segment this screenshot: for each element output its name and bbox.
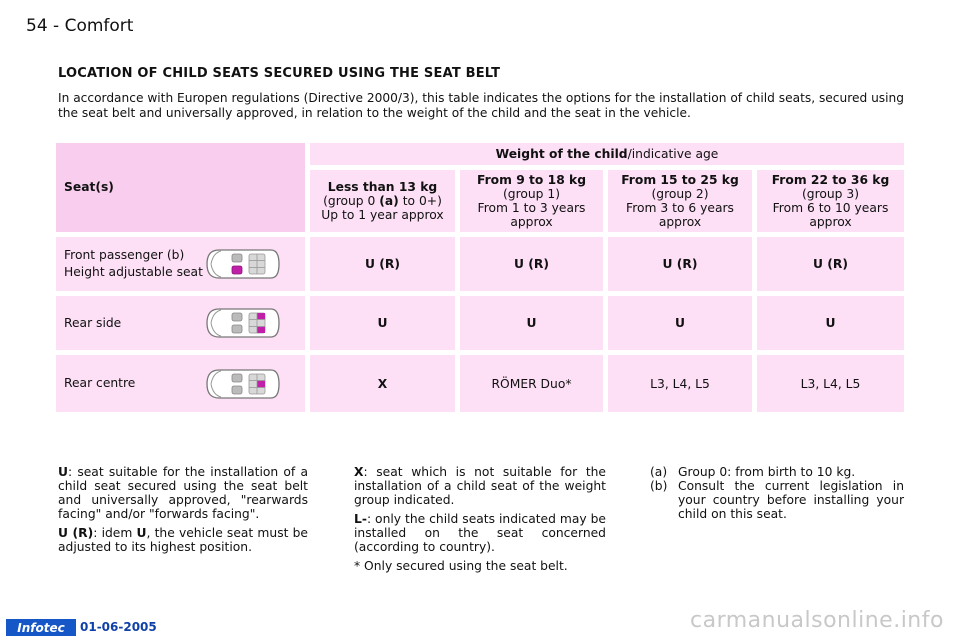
page-header [26,16,133,36]
group-0-group-bold: (a) [379,194,399,208]
row-0-cell-2: U (R) [608,237,752,291]
row-1-cell-1: U [460,296,603,350]
legend-u-text: : seat suitable for the installation of a child seat secured using the seat belt and universally approved, "rearwards facing" and/or "forwards facing". [58,465,308,521]
group-1-approx: approx [510,215,553,229]
group-3-weight: From 22 to 36 kg [771,173,890,187]
footer-date: 01-06-2005 [80,620,157,634]
group-header-1 [460,170,603,232]
section-title: Comfort [64,16,134,36]
watermark: carmanualsonline.info [690,608,944,633]
row-2-label-line1: Rear centre [64,376,136,390]
weight-header-rest: /indicative age [627,147,719,161]
legend-l [354,512,606,554]
legend-x-key: X [354,465,364,479]
row-2-cell-0: X [310,355,455,412]
group-header-2 [608,170,752,232]
row-1-cell-0: U [310,296,455,350]
legend-x [354,465,606,507]
legend-l-key: L- [354,512,367,526]
legend-x-text: : seat which is not suitable for the installation of a child seat of the weight group indicated. [354,465,606,507]
page-number: 54 [26,16,48,36]
legend-ur-post: , the vehicle seat must be adjusted to its highest position. [58,526,308,554]
weight-header [310,143,904,165]
rear-centre-seat-icon [205,367,281,401]
legend-u [58,465,308,521]
group-1-age: From 1 to 3 years [477,201,586,215]
row-2-cell-2: L3, L4, L5 [608,355,752,412]
child-seat-table [56,143,906,415]
note-a-text: Group 0: from birth to 10 kg. [678,465,856,479]
intro-paragraph: In accordance with Europen regulations (Directive 2000/3), this table indicates the options for the installation of child seats, secured using the seat belt and universally approved, in relation to the weight of the child and the seat in the vehicle. [58,91,904,120]
row-2-cell-3: L3, L4, L5 [757,355,904,412]
group-0-group [323,194,442,208]
weight-header-bold: Weight of the child [495,147,628,161]
group-1-group: (group 1) [502,187,561,201]
row-0-label-line2: Height adjustable seat [64,265,203,279]
row-0-cell-0: U (R) [310,237,455,291]
group-3-group: (group 3) [801,187,860,201]
legend-ur [58,526,308,554]
seat-column-header [56,143,305,232]
row-0-cell-3: U (R) [757,237,904,291]
row-1-label-line1: Rear side [64,315,122,330]
row-1-cell-3: U [757,296,904,350]
seat-column-header-text: Seat(s) [64,180,114,194]
note-a [650,465,904,479]
group-0-group-post: to 0+) [398,194,442,208]
group-1-weight: From 9 to 18 kg [476,173,587,187]
row-label-rear-centre [56,355,305,412]
group-0-group-pre: (group 0 [323,194,380,208]
note-b-text: Consult the current legislation in your country before installing your child on this seat. [678,479,904,521]
note-b-key: (b) [650,479,668,493]
rear-side-seat-icon [205,306,281,340]
group-0-weight: Less than 13 kg [327,180,438,194]
row-0-label-line1: Front passenger (b) [64,248,185,262]
row-label-rear-side [56,296,305,350]
legend-column-1 [58,465,308,559]
group-header-0 [310,170,455,232]
page-title: LOCATION OF CHILD SEATS SECURED USING THE SEAT BELT [58,66,501,81]
group-3-approx: approx [809,215,852,229]
note-a-key: (a) [650,465,668,479]
legend-ur-inline-key: U [136,526,147,540]
group-0-age: Up to 1 year approx [321,208,444,222]
group-2-weight: From 15 to 25 kg [621,173,739,187]
legend-ur-pre: : idem [93,526,137,540]
notes [650,465,904,521]
legend-u-key: U [58,465,68,479]
group-2-group: (group 2) [651,187,709,201]
legend-l-text: : only the child seats indicated may be installed on the seat concerned (according to country). [354,512,606,554]
row-2-cell-1: RÖMER Duo* [460,355,603,412]
legend-star: * Only secured using the seat belt. [354,559,568,573]
row-1-cell-2: U [608,296,752,350]
group-header-3 [757,170,904,232]
front-passenger-seat-icon [205,247,281,281]
infotec-logo: Infotec [6,619,76,636]
legend-ur-key: U (R) [58,526,94,540]
legend-column-2 [354,465,606,578]
group-2-approx: approx [658,215,702,229]
group-3-age: From 6 to 10 years [772,201,889,215]
note-b [650,479,904,521]
group-2-age: From 3 to 6 years [626,201,734,215]
header-separator: - [53,16,60,36]
row-label-front-passenger [56,237,305,291]
row-0-cell-1: U (R) [460,237,603,291]
